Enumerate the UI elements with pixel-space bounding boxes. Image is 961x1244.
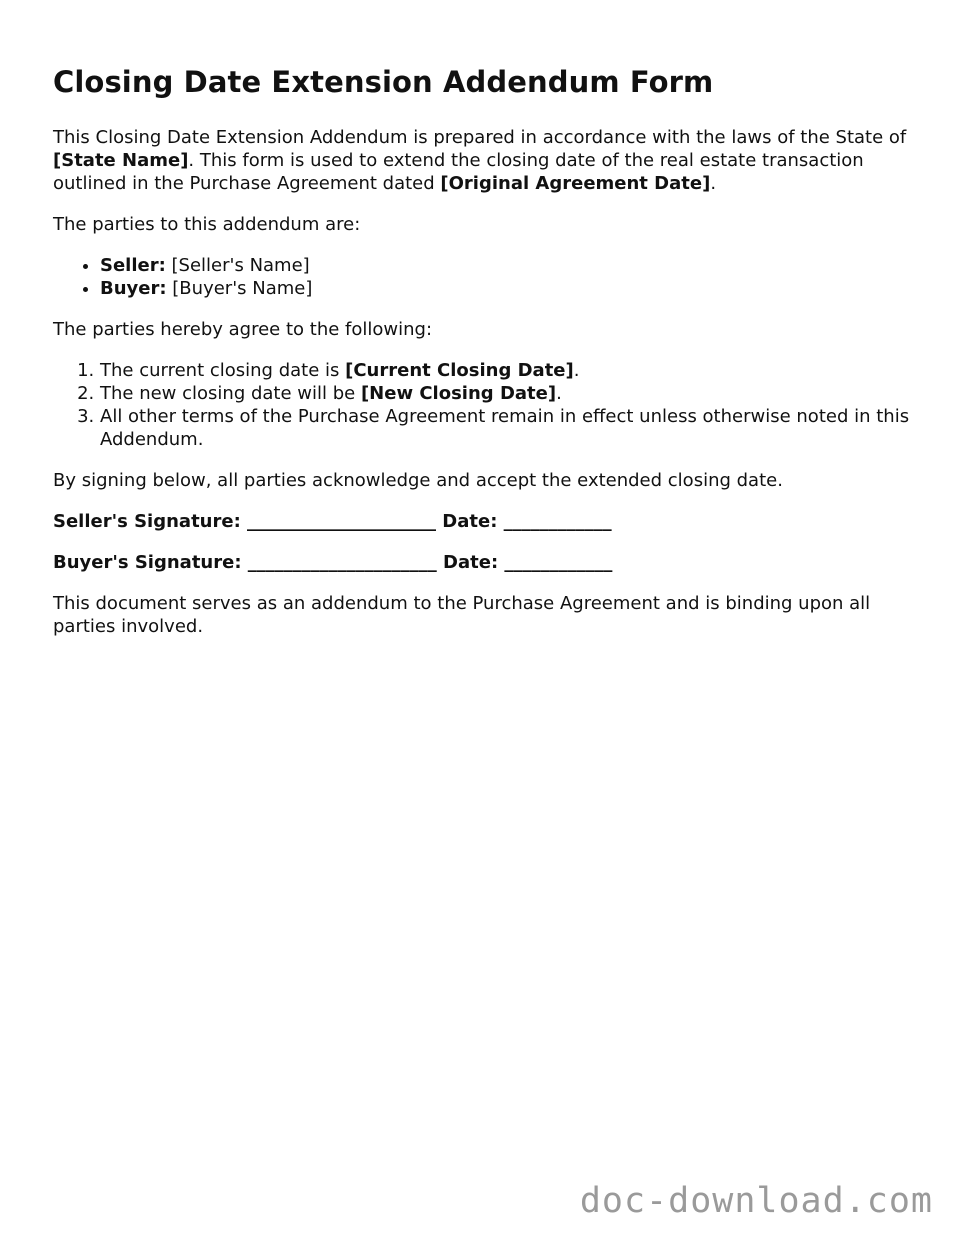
term-suffix: .: [573, 360, 580, 381]
list-item: [100, 359, 913, 382]
list-item: [100, 277, 913, 300]
list-item: [100, 405, 913, 451]
party-value: [Seller's Name]: [165, 255, 310, 276]
page-title: Closing Date Extension Addendum Form: [53, 65, 714, 99]
acknowledge-paragraph: By signing below, all parties acknowledge and accept the extended closing date.: [53, 470, 783, 491]
closing-paragraph: This document serves as an addendum to the Purchase Agreement and is binding upon all parties involved.: [53, 593, 871, 637]
intro-paragraph: [53, 126, 913, 195]
terms-list: [53, 359, 913, 451]
state-name-placeholder: [State Name]: [53, 150, 189, 171]
original-date-placeholder: [Original Agreement Date]: [440, 173, 711, 194]
parties-intro: The parties to this addendum are:: [53, 214, 361, 235]
term-text: The current closing date is: [100, 360, 346, 381]
buyer-signature-line: [53, 551, 913, 574]
buyer-signature-text: Buyer's Signature: _____________________ Date: ____________: [53, 552, 613, 573]
intro-text-3: .: [710, 173, 717, 194]
list-item: [100, 382, 913, 405]
watermark: doc-download.com: [579, 1181, 933, 1221]
agree-intro: The parties hereby agree to the following:: [53, 319, 433, 340]
term-text: The new closing date will be: [100, 383, 361, 404]
term-suffix: .: [556, 383, 562, 404]
seller-signature-line: [53, 510, 913, 533]
seller-signature-text: Seller's Signature: _____________________ Date: ____________: [53, 511, 612, 532]
party-label: Buyer:: [100, 278, 167, 299]
parties-list: [53, 254, 913, 300]
party-value: [Buyer's Name]: [166, 278, 313, 299]
new-closing-date-placeholder: [New Closing Date]: [360, 383, 557, 404]
current-closing-date-placeholder: [Current Closing Date]: [345, 360, 574, 381]
intro-text-2: . This form is used to extend the closing date of the real estate transaction outlined in the Purchase Agreement dated: [53, 150, 864, 194]
party-label: Seller:: [100, 255, 166, 276]
term-text: All other terms of the Purchase Agreement remain in effect unless otherwise noted in this Addendum.: [100, 406, 910, 450]
intro-text-1: This Closing Date Extension Addendum is prepared in accordance with the laws of the State of: [53, 127, 907, 148]
list-item: [100, 254, 913, 277]
document-body: [53, 62, 913, 656]
